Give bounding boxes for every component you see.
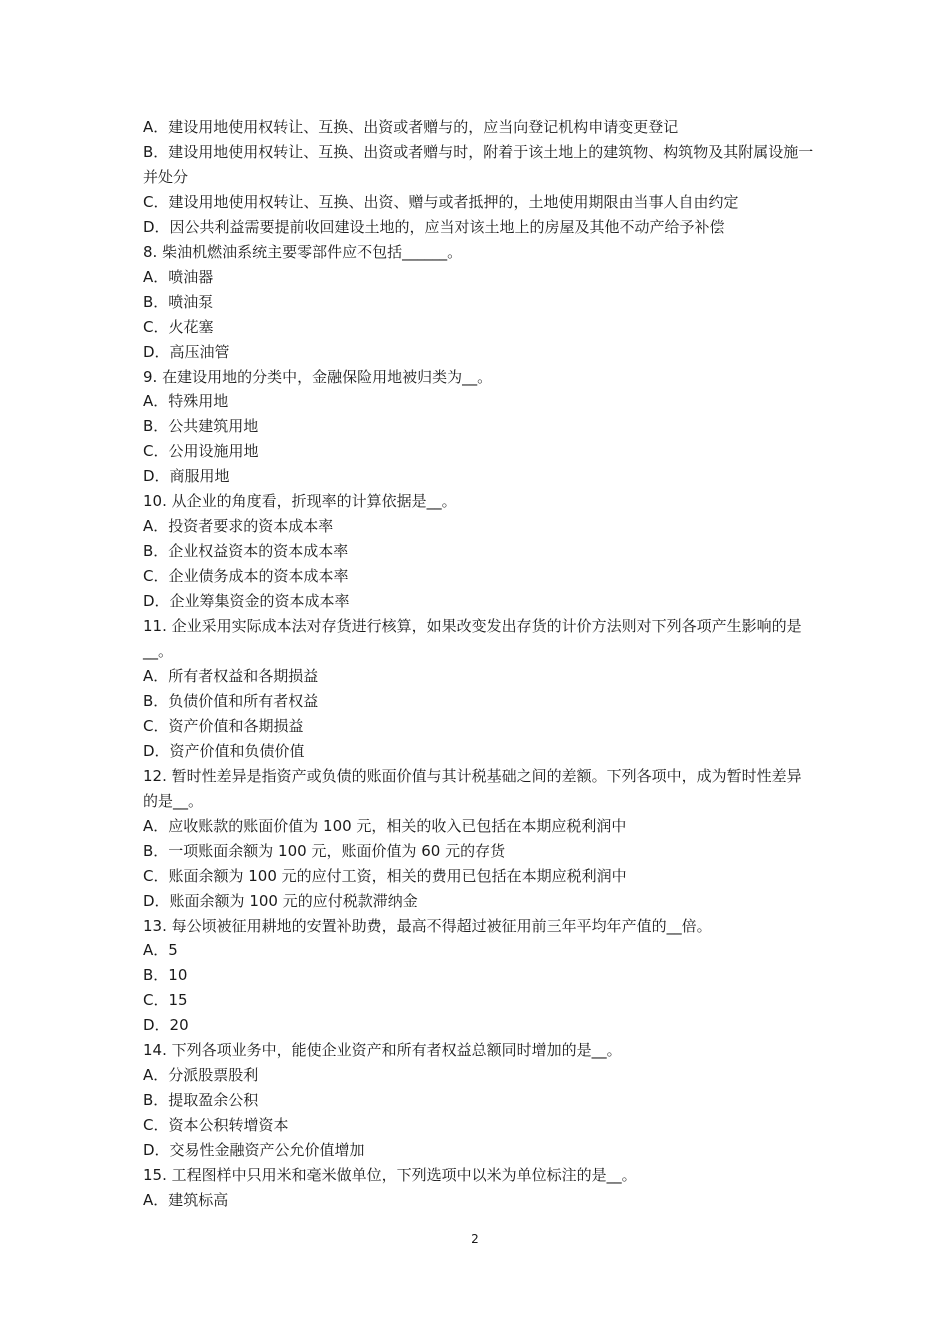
option-line: B．一项账面余额为 100 元，账面价值为 60 元的存货: [143, 841, 506, 860]
option-line: B．喷油泵: [143, 292, 214, 311]
option-line: C．15: [143, 991, 188, 1010]
option-line: C．资本公积转增资本: [143, 1116, 289, 1135]
option-line: C．火花塞: [143, 317, 214, 336]
option-line: D．交易性金融资产公允价值增加: [143, 1141, 365, 1160]
question-line: 13. 每公顷被征用耕地的安置补助费，最高不得超过被征用前三年平均年产值的__倍。: [143, 916, 712, 935]
option-line: A．喷油器: [143, 267, 214, 286]
option-line: A．特殊用地: [143, 392, 229, 411]
option-line: D．企业筹集资金的资本成本率: [143, 592, 350, 611]
option-line: D．高压油管: [143, 342, 230, 361]
option-line: D．20: [143, 1016, 189, 1035]
option-line: C．账面余额为 100 元的应付工资，相关的费用已包括在本期应税利润中: [143, 866, 627, 885]
option-line: A．建筑标高: [143, 1190, 229, 1209]
option-line: D．商服用地: [143, 467, 230, 486]
option-line: A．应收账款的账面价值为 100 元，相关的收入已包括在本期应税利润中: [143, 816, 627, 835]
option-line: C．建设用地使用权转让、互换、出资、赠与或者抵押的，土地使用期限由当事人自由约定: [143, 192, 739, 211]
question-text-body: [143, 115, 815, 1213]
option-line: B．企业权益资本的资本成本率: [143, 542, 349, 561]
option-line: D．账面余额为 100 元的应付税款滞纳金: [143, 891, 418, 910]
option-line: C．资产价值和各期损益: [143, 716, 304, 735]
question-line: 14. 下列各项业务中，能使企业资产和所有者权益总额同时增加的是__。: [143, 1041, 622, 1060]
option-line: A．建设用地使用权转让、互换、出资或者赠与的，应当向登记机构申请变更登记: [143, 118, 679, 136]
question-line: 15. 工程图样中只用米和毫米做单位，下列选项中以米为单位标注的是__。: [143, 1166, 637, 1185]
question-line: 9. 在建设用地的分类中，金融保险用地被归类为__。: [143, 367, 493, 386]
option-line: A．分派股票股利: [143, 1066, 259, 1085]
option-line: C．公用设施用地: [143, 442, 259, 461]
option-line: B．建设用地使用权转让、互换、出资或者赠与时，附着于该土地上的建筑物、构筑物及其附属设施一并处分: [143, 142, 814, 186]
option-line: A．5: [143, 941, 178, 960]
option-line: D．资产价值和负债价值: [143, 741, 305, 760]
option-line: D．因公共利益需要提前收回建设土地的，应当对该土地上的房屋及其他不动产给予补偿: [143, 217, 725, 236]
option-line: B．10: [143, 966, 188, 985]
question-line: 12. 暂时性差异是指资产或负债的账面价值与其计税基础之间的差额。下列各项中，成为暂时性差异的是__。: [143, 766, 802, 810]
question-line: 8. 柴油机燃油系统主要零部件应不包括______。: [143, 242, 463, 261]
question-line: 11. 企业采用实际成本法对存货进行核算，如果改变发出存货的计价方法则对下列各项产生影响的是__。: [143, 617, 802, 661]
option-line: B．负债价值和所有者权益: [143, 691, 319, 710]
option-line: C．企业债务成本的资本成本率: [143, 567, 349, 586]
option-line: A．所有者权益和各期损益: [143, 666, 319, 685]
page-number: 2: [471, 1232, 479, 1246]
option-line: B．公共建筑用地: [143, 417, 259, 436]
question-line: 10. 从企业的角度看，折现率的计算依据是__。: [143, 492, 457, 511]
option-line: B．提取盈余公积: [143, 1091, 259, 1110]
option-line: A．投资者要求的资本成本率: [143, 517, 334, 536]
